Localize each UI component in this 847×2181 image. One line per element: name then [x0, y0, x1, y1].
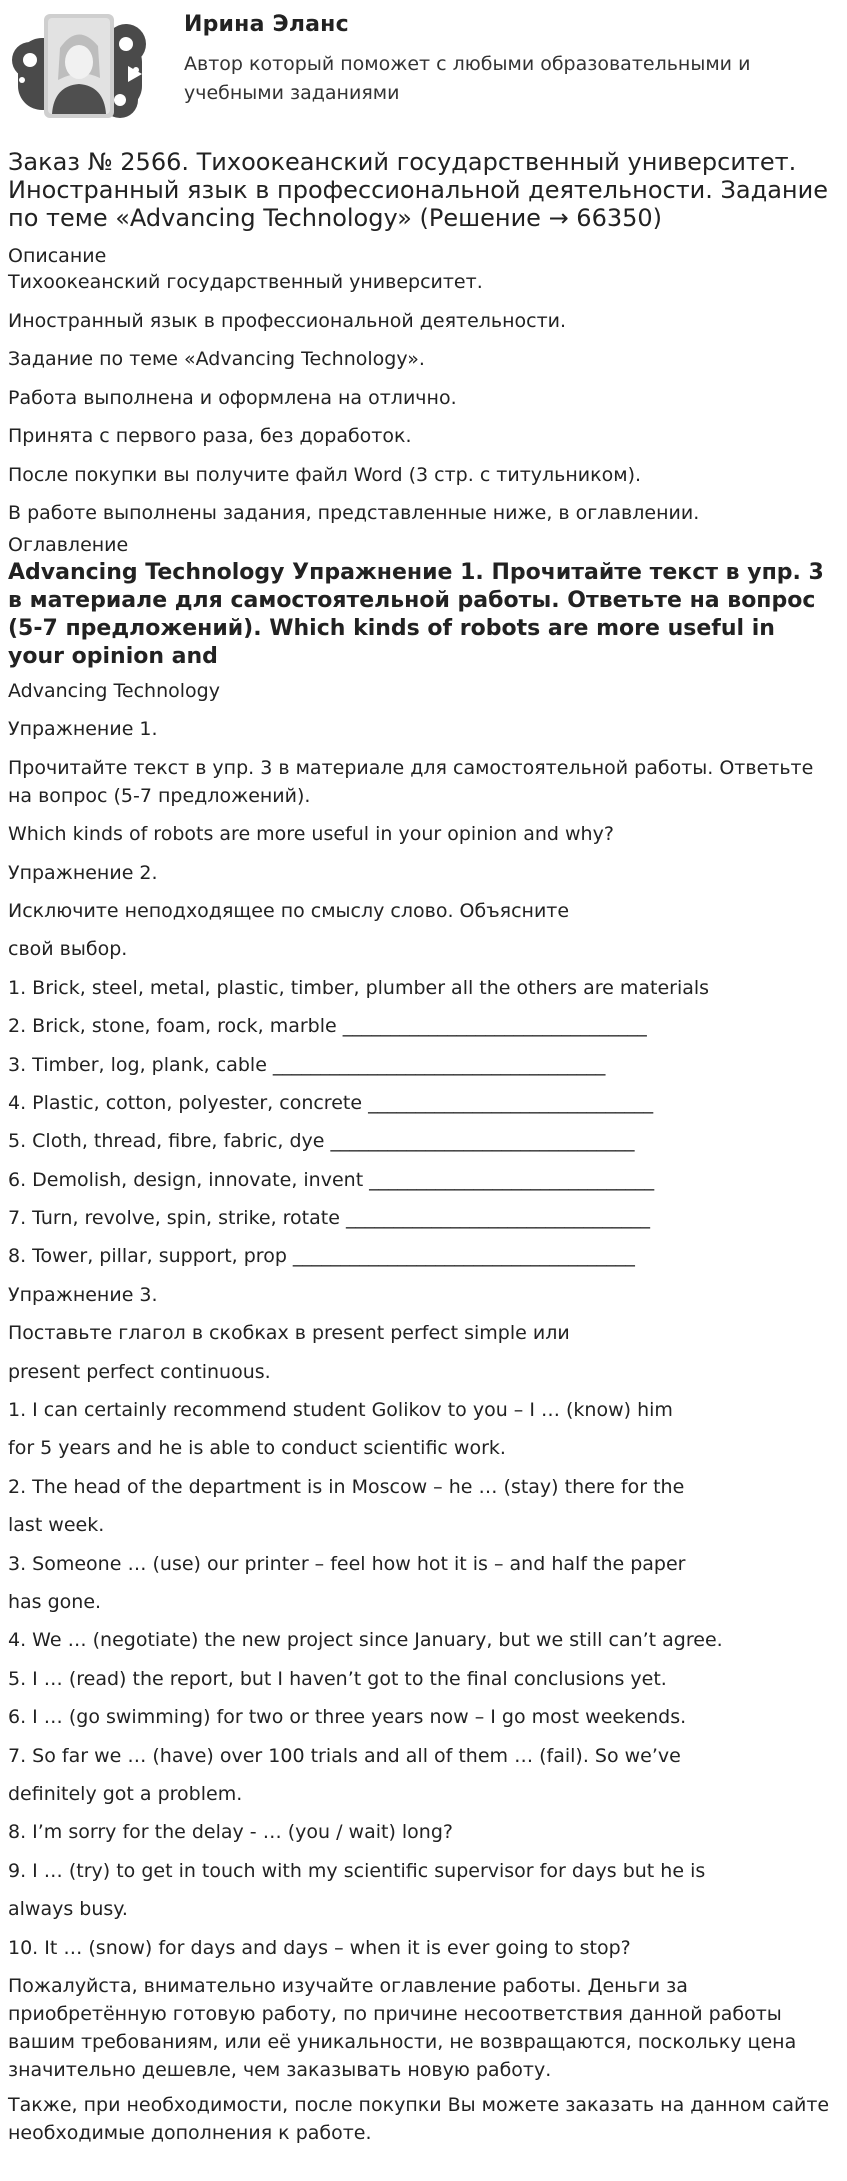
refund-notice: Пожалуйста, внимательно изучайте оглавление работы. Деньги за приобретённую готовую работу, по причине несоответствия данной работы вашим требованиям, или её уникальности, не возвращаются, поскольку цена значительно дешевле, чем заказывать новую работу.: [8, 1974, 797, 2081]
order-title: Заказ № 2566. Тихоокеанский государственный университет. Иностранный язык в профессиональной деятельности. Задание по теме «Advancing Technology» (Решение → 66350): [8, 148, 828, 232]
content-line: always busy.: [8, 1898, 128, 1921]
content-line: 2. The head of the department is in Moscow – he … (stay) there for the: [8, 1475, 685, 1498]
content-line: свой выбор.: [8, 938, 128, 961]
content-line: Which kinds of robots are more useful in your opinion and why?: [8, 823, 614, 846]
content-line: Advancing Technology: [8, 680, 220, 702]
content-line: 9. I … (try) to get in touch with my scientific supervisor for days but he is: [8, 1859, 706, 1882]
description-paragraph: Тихоокеанский государственный университет.: [8, 271, 483, 293]
content-line: Поставьте глагол в скобках в present perfect simple или: [8, 1322, 570, 1345]
main-content: [8, 148, 838, 2154]
content-line: last week.: [8, 1514, 105, 1537]
content-line: Упражнение 2.: [8, 861, 158, 884]
content-line: definitely got a problem.: [8, 1782, 243, 1805]
content-line: 5. Cloth, thread, fibre, fabric, dye ________________________________: [8, 1130, 635, 1153]
description-list: [8, 268, 838, 527]
content-line: 7. Turn, revolve, spin, strike, rotate ________________________________: [8, 1207, 650, 1230]
description-label: Описание: [8, 245, 107, 267]
content-line: 6. I … (go swimming) for two or three years now – I go most weekends.: [8, 1706, 687, 1729]
content-line: 4. Plastic, cotton, polyester, concrete ______________________________: [8, 1091, 654, 1114]
content-line: 4. We … (negotiate) the new project since January, but we still can’t agree.: [8, 1629, 723, 1652]
content-line: Прочитайте текст в упр. 3 в материале для самостоятельной работы. Ответьте на вопрос (5-7 предложений).: [8, 756, 814, 807]
content-line: 6. Demolish, design, innovate, invent ______________________________: [8, 1168, 655, 1191]
work-content: [8, 677, 838, 1962]
content-line: 8. Tower, pillar, support, prop ____________________________________: [8, 1245, 635, 1268]
description-paragraph: После покупки вы получите файл Word (3 стр. с титульником).: [8, 463, 642, 486]
content-line: 2. Brick, stone, foam, rock, marble ________________________________: [8, 1015, 647, 1038]
content-line: 3. Someone … (use) our printer – feel how hot it is – and half the paper: [8, 1552, 686, 1575]
content-line: Исключите неподходящее по смыслу слово. Объясните: [8, 899, 570, 922]
content-line: 8. I’m sorry for the delay - … (you / wait) long?: [8, 1821, 453, 1844]
content-line: 1. I can certainly recommend student Golikov to you – I … (know) him: [8, 1399, 673, 1422]
content-line: 3. Timber, log, plank, cable ___________________________________: [8, 1053, 606, 1076]
toc-heading: Advancing Technology Упражнение 1. Прочитайте текст в упр. 3 в материале для самостоятельной работы. Ответьте на вопрос (5-7 предложений). Which kinds of robots are more useful in your opinion and: [8, 560, 824, 669]
description-paragraph: Задание по теме «Advancing Technology».: [8, 348, 425, 370]
content-line: 1. Brick, steel, metal, plastic, timber, plumber all the others are materials: [8, 976, 710, 999]
description-paragraph: Работа выполнена и оформлена на отлично.: [8, 386, 457, 409]
author-card: [8, 8, 847, 128]
additions-notice: Также, при необходимости, после покупки Вы можете заказать на данном сайте необходимые дополнения к работе.: [8, 2093, 830, 2144]
toc-label: Оглавление: [8, 534, 129, 556]
author-description: Автор который поможет с любыми образовательными и учебными заданиями: [184, 53, 751, 104]
description-paragraph: Принята с первого раза, без доработок.: [8, 425, 412, 447]
content-line: 10. It … (snow) for days and days – when it is ever going to stop?: [8, 1936, 631, 1959]
content-line: Упражнение 3.: [8, 1283, 158, 1306]
description-paragraph: В работе выполнены задания, представленные ниже, в оглавлении.: [8, 502, 700, 524]
description-paragraph: Иностранный язык в профессиональной деятельности.: [8, 309, 567, 332]
content-line: 5. I … (read) the report, but I haven’t got to the final conclusions yet.: [8, 1667, 667, 1690]
author-name[interactable]: Ирина Эланс: [184, 12, 349, 37]
content-line: 7. So far we … (have) over 100 trials and all of them … (fail). So we’ve: [8, 1744, 681, 1767]
content-line: has gone.: [8, 1590, 102, 1613]
content-line: present perfect continuous.: [8, 1360, 271, 1383]
content-line: Упражнение 1.: [8, 718, 158, 741]
author-avatar: [8, 8, 152, 126]
content-line: for 5 years and he is able to conduct scientific work.: [8, 1437, 506, 1460]
